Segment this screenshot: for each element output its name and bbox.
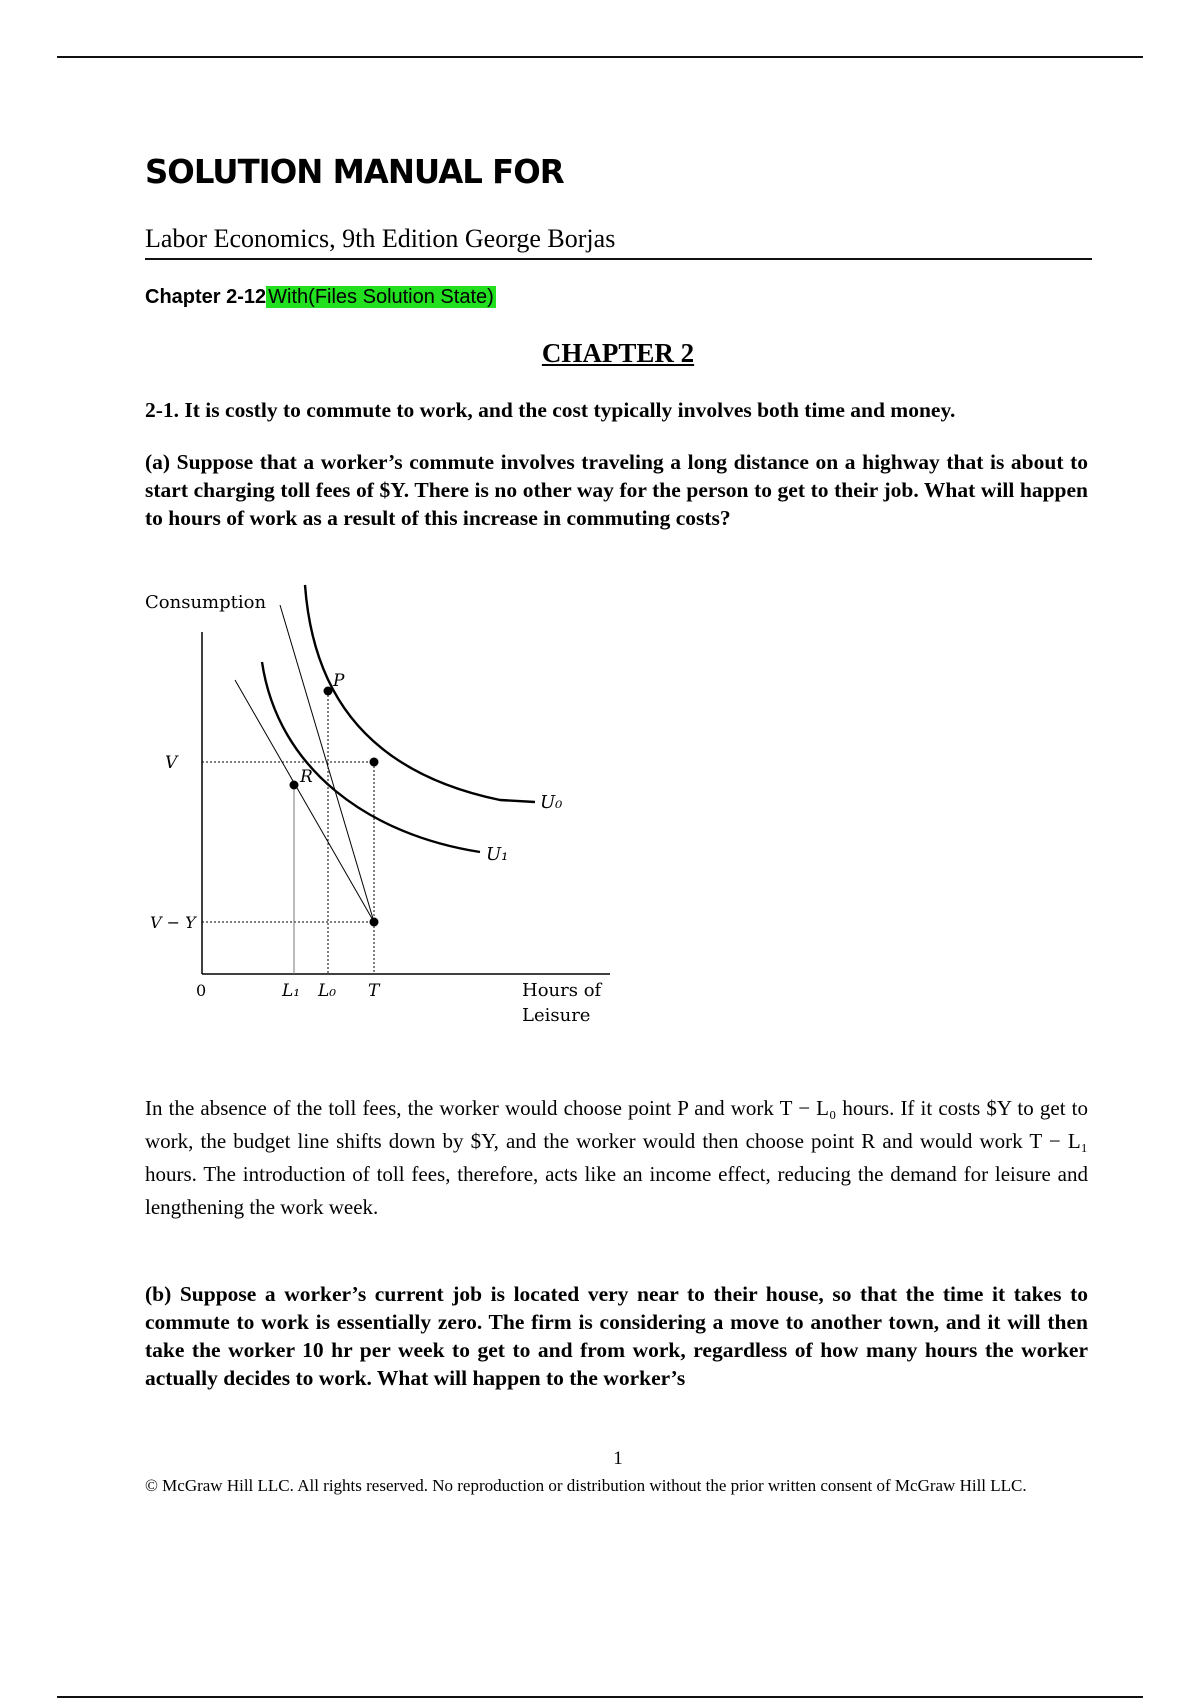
top-rule bbox=[57, 56, 1143, 58]
point-p-label: P bbox=[333, 671, 345, 691]
y-tick-v: V bbox=[165, 753, 178, 773]
y-tick-v-minus-y: V − Y bbox=[150, 913, 196, 932]
y-axis-label: Consumption bbox=[145, 592, 267, 613]
x-axis-label-line1: Hours of bbox=[522, 980, 602, 1001]
chapter-heading: CHAPTER 2 bbox=[541, 338, 695, 368]
question-part-b: (b) Suppose a worker’s current job is located very near to their house, so that the time it takes to commute to work is essentially zero. The firm is considering a move to another town, and it will then take the worker 10 hr per week to get to and from work, regardless of how many hours the worker actually decides to work. What will happen to the worker’s bbox=[145, 1282, 1088, 1390]
copyright-notice: © McGraw Hill LLC. All rights reserved. No reproduction or distribution without the prior written consent of McGraw Hill LLC. bbox=[145, 1476, 1027, 1495]
curve-u0-label: U₀ bbox=[540, 792, 563, 813]
page-number: 1 bbox=[613, 1448, 623, 1469]
indifference-curve-u0 bbox=[305, 585, 535, 802]
x-tick-t: T bbox=[368, 981, 380, 1001]
origin-label: 0 bbox=[196, 981, 207, 1000]
endowment-v-marker bbox=[370, 758, 379, 767]
chapter-range-line bbox=[145, 286, 496, 309]
curve-u1-label: U₁ bbox=[486, 844, 509, 865]
highlighted-note: With(Files Solution State) bbox=[268, 286, 494, 308]
x-axis-label-line2: Leisure bbox=[522, 1005, 591, 1026]
subtitle-rule bbox=[145, 258, 1092, 260]
book-subtitle: Labor Economics, 9th Edition George Borjas bbox=[145, 224, 616, 253]
point-r-marker bbox=[290, 781, 299, 790]
point-r-label: R bbox=[300, 767, 313, 787]
endowment-v-minus-y-marker bbox=[370, 918, 379, 927]
x-tick-l0: L₀ bbox=[318, 981, 337, 1001]
question-part-a: (a) Suppose that a worker’s commute involves traveling a long distance on a highway that is about to start charging toll fees of $Y. There is no other way for the person to get to their job. What will happen to hours of work as a result of this increase in commuting costs? bbox=[145, 450, 1088, 530]
point-p-marker bbox=[324, 687, 333, 696]
chapter-range-text: Chapter 2-12 bbox=[145, 286, 267, 308]
indifference-curve-u1 bbox=[262, 662, 480, 852]
document-title: SOLUTION MANUAL FOR bbox=[145, 152, 564, 191]
indifference-curve-graph bbox=[140, 570, 640, 1040]
x-tick-l1: L₁ bbox=[282, 981, 301, 1001]
budget-line-with-toll bbox=[235, 680, 374, 922]
answer-paragraph-a: In the absence of the toll fees, the worker would choose point P and work T − L₀ hours. If it costs $Y to get to work, the budget line shifts down by $Y, and the worker would then choose point R and would work T − L₁ hours. The introduction of toll fees, therefore, acts like an income effect, reducing the demand for leisure and lengthening the work week. bbox=[145, 1096, 1088, 1219]
question-heading: 2-1. It is costly to commute to work, and the cost typically involves both time and money. bbox=[145, 398, 956, 422]
bottom-rule bbox=[57, 1696, 1143, 1698]
